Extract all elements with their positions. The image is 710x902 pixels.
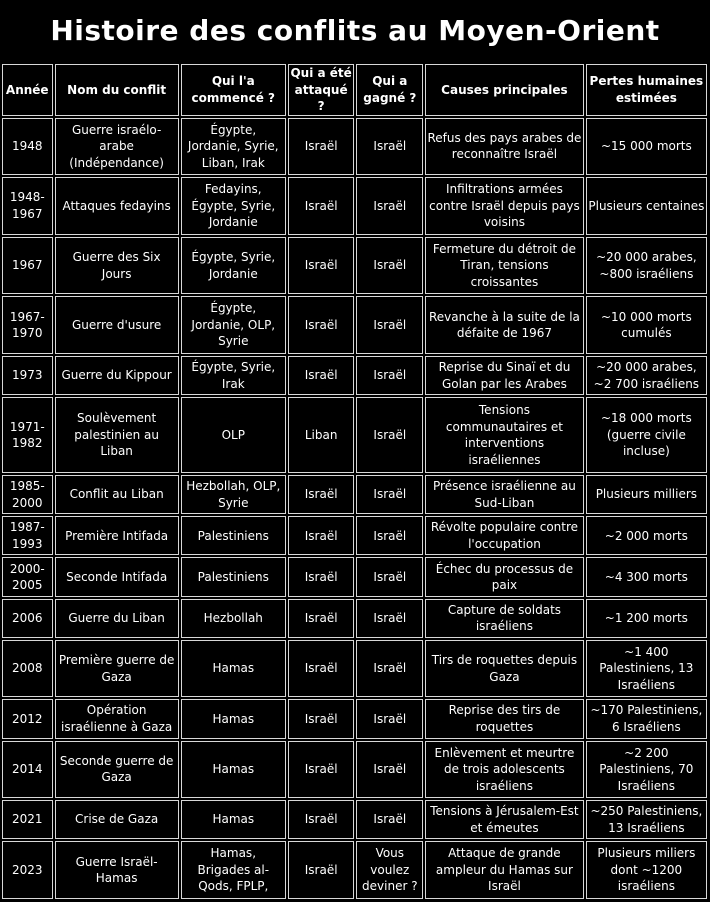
cell-causes: Fermeture du détroit de Tiran, tensions croissantes — [425, 237, 584, 295]
table-row — [2, 177, 707, 235]
cell-causes: Tensions à Jérusalem-Est et émeutes — [425, 800, 584, 839]
cell-started-by: Hamas — [181, 800, 286, 839]
cell-year: 2000-2005 — [2, 557, 53, 596]
cell-year: 1948 — [2, 118, 53, 176]
cell-started-by: Palestiniens — [181, 516, 286, 555]
cell-casualties: Plusieurs centaines — [586, 177, 707, 235]
cell-causes: Tensions communautaires et interventions israéliennes — [425, 397, 584, 473]
cell-conflict-name: Attaques fedayins — [55, 177, 179, 235]
header-conflict-name: Nom du conflit — [55, 64, 179, 116]
cell-conflict-name: Guerre Israël-Hamas — [55, 841, 179, 899]
cell-causes: Reprise du Sinaï et du Golan par les Arabes — [425, 356, 584, 395]
cell-started-by: Hamas — [181, 640, 286, 698]
header-causes: Causes principales — [425, 64, 584, 116]
cell-winner: Israël — [356, 356, 423, 395]
cell-year: 1971-1982 — [2, 397, 53, 473]
cell-started-by: Hezbollah, OLP, Syrie — [181, 475, 286, 514]
cell-started-by: Hamas — [181, 699, 286, 738]
cell-conflict-name: Conflit au Liban — [55, 475, 179, 514]
cell-causes: Capture de soldats israéliens — [425, 599, 584, 638]
cell-winner: Israël — [356, 177, 423, 235]
header-winner: Qui a gagné ? — [356, 64, 423, 116]
table-row — [2, 841, 707, 899]
conflicts-table — [0, 62, 709, 901]
cell-winner: Israël — [356, 118, 423, 176]
header-attacked: Qui a été attaqué ? — [288, 64, 355, 116]
cell-conflict-name: Guerre des Six Jours — [55, 237, 179, 295]
cell-causes: Tirs de roquettes depuis Gaza — [425, 640, 584, 698]
cell-attacked: Liban — [288, 397, 355, 473]
cell-conflict-name: Guerre israélo-arabe (Indépendance) — [55, 118, 179, 176]
table-row — [2, 741, 707, 799]
cell-year: 1973 — [2, 356, 53, 395]
cell-conflict-name: Seconde guerre de Gaza — [55, 741, 179, 799]
cell-year: 1967 — [2, 237, 53, 295]
cell-winner: Israël — [356, 741, 423, 799]
table-row — [2, 475, 707, 514]
cell-attacked: Israël — [288, 516, 355, 555]
cell-casualties: Plusieurs miliers dont ~1200 israéliens — [586, 841, 707, 899]
table-row — [2, 516, 707, 555]
cell-conflict-name: Guerre du Kippour — [55, 356, 179, 395]
cell-attacked: Israël — [288, 841, 355, 899]
cell-winner: Israël — [356, 475, 423, 514]
cell-attacked: Israël — [288, 741, 355, 799]
cell-started-by: Égypte, Syrie, Jordanie — [181, 237, 286, 295]
cell-winner: Israël — [356, 237, 423, 295]
cell-started-by: Palestiniens — [181, 557, 286, 596]
header-started-by: Qui l'a commencé ? — [181, 64, 286, 116]
header-casualties: Pertes humaines estimées — [586, 64, 707, 116]
cell-attacked: Israël — [288, 599, 355, 638]
table-row — [2, 118, 707, 176]
cell-year: 2006 — [2, 599, 53, 638]
cell-year: 2014 — [2, 741, 53, 799]
cell-year: 1948-1967 — [2, 177, 53, 235]
cell-year: 1985-2000 — [2, 475, 53, 514]
cell-causes: Infiltrations armées contre Israël depuis pays voisins — [425, 177, 584, 235]
cell-casualties: ~250 Palestiniens, 13 Israéliens — [586, 800, 707, 839]
table-body — [2, 118, 707, 900]
table-row — [2, 599, 707, 638]
cell-winner: Israël — [356, 800, 423, 839]
cell-causes: Révolte populaire contre l'occupation — [425, 516, 584, 555]
cell-casualties: ~4 300 morts — [586, 557, 707, 596]
cell-started-by: Hezbollah — [181, 599, 286, 638]
cell-casualties: ~20 000 arabes, ~800 israéliens — [586, 237, 707, 295]
cell-causes: Revanche à la suite de la défaite de 1967 — [425, 296, 584, 354]
cell-year: 2012 — [2, 699, 53, 738]
cell-conflict-name: Crise de Gaza — [55, 800, 179, 839]
cell-winner: Israël — [356, 557, 423, 596]
cell-winner: Israël — [356, 699, 423, 738]
cell-casualties: Plusieurs milliers — [586, 475, 707, 514]
cell-winner: Vous voulez deviner ? — [356, 841, 423, 899]
cell-attacked: Israël — [288, 640, 355, 698]
cell-casualties: ~18 000 morts (guerre civile incluse) — [586, 397, 707, 473]
cell-attacked: Israël — [288, 557, 355, 596]
cell-year: 1987-1993 — [2, 516, 53, 555]
cell-attacked: Israël — [288, 237, 355, 295]
cell-year: 1967-1970 — [2, 296, 53, 354]
table-row — [2, 237, 707, 295]
table-header-row — [2, 64, 707, 116]
cell-causes: Reprise des tirs de roquettes — [425, 699, 584, 738]
cell-attacked: Israël — [288, 800, 355, 839]
page-title: Histoire des conflits au Moyen-Orient — [50, 14, 660, 47]
cell-winner: Israël — [356, 296, 423, 354]
cell-year: 2023 — [2, 841, 53, 899]
cell-casualties: ~20 000 arabes, ~2 700 israéliens — [586, 356, 707, 395]
cell-attacked: Israël — [288, 699, 355, 738]
table-row — [2, 699, 707, 738]
cell-started-by: OLP — [181, 397, 286, 473]
table-row — [2, 356, 707, 395]
cell-conflict-name: Opération israélienne à Gaza — [55, 699, 179, 738]
cell-attacked: Israël — [288, 177, 355, 235]
header-year: Année — [2, 64, 53, 116]
cell-conflict-name: Première guerre de Gaza — [55, 640, 179, 698]
table-row — [2, 640, 707, 698]
cell-attacked: Israël — [288, 356, 355, 395]
cell-winner: Israël — [356, 397, 423, 473]
cell-year: 2008 — [2, 640, 53, 698]
table-row — [2, 557, 707, 596]
cell-conflict-name: Guerre du Liban — [55, 599, 179, 638]
cell-casualties: ~15 000 morts — [586, 118, 707, 176]
cell-casualties: ~2 200 Palestiniens, 70 Israéliens — [586, 741, 707, 799]
cell-causes: Présence israélienne au Sud-Liban — [425, 475, 584, 514]
cell-conflict-name: Soulèvement palestinien au Liban — [55, 397, 179, 473]
cell-started-by: Hamas — [181, 741, 286, 799]
cell-casualties: ~1 200 morts — [586, 599, 707, 638]
cell-casualties: ~2 000 morts — [586, 516, 707, 555]
table-row — [2, 296, 707, 354]
cell-winner: Israël — [356, 599, 423, 638]
cell-started-by: Égypte, Syrie, Irak — [181, 356, 286, 395]
cell-causes: Refus des pays arabes de reconnaître Israël — [425, 118, 584, 176]
cell-attacked: Israël — [288, 296, 355, 354]
cell-causes: Attaque de grande ampleur du Hamas sur Israël — [425, 841, 584, 899]
cell-causes: Échec du processus de paix — [425, 557, 584, 596]
cell-winner: Israël — [356, 516, 423, 555]
cell-started-by: Égypte, Jordanie, Syrie, Liban, Irak — [181, 118, 286, 176]
cell-conflict-name: Première Intifada — [55, 516, 179, 555]
cell-started-by: Hamas, Brigades al-Qods, FPLP, — [181, 841, 286, 899]
cell-causes: Enlèvement et meurtre de trois adolescents israéliens — [425, 741, 584, 799]
cell-conflict-name: Seconde Intifada — [55, 557, 179, 596]
cell-started-by: Égypte, Jordanie, OLP, Syrie — [181, 296, 286, 354]
cell-winner: Israël — [356, 640, 423, 698]
cell-conflict-name: Guerre d'usure — [55, 296, 179, 354]
table-row — [2, 397, 707, 473]
cell-year: 2021 — [2, 800, 53, 839]
cell-attacked: Israël — [288, 475, 355, 514]
cell-casualties: ~1 400 Palestiniens, 13 Israéliens — [586, 640, 707, 698]
cell-casualties: ~10 000 morts cumulés — [586, 296, 707, 354]
table-row — [2, 800, 707, 839]
cell-casualties: ~170 Palestiniens, 6 Israéliens — [586, 699, 707, 738]
cell-started-by: Fedayins, Égypte, Syrie, Jordanie — [181, 177, 286, 235]
cell-attacked: Israël — [288, 118, 355, 176]
